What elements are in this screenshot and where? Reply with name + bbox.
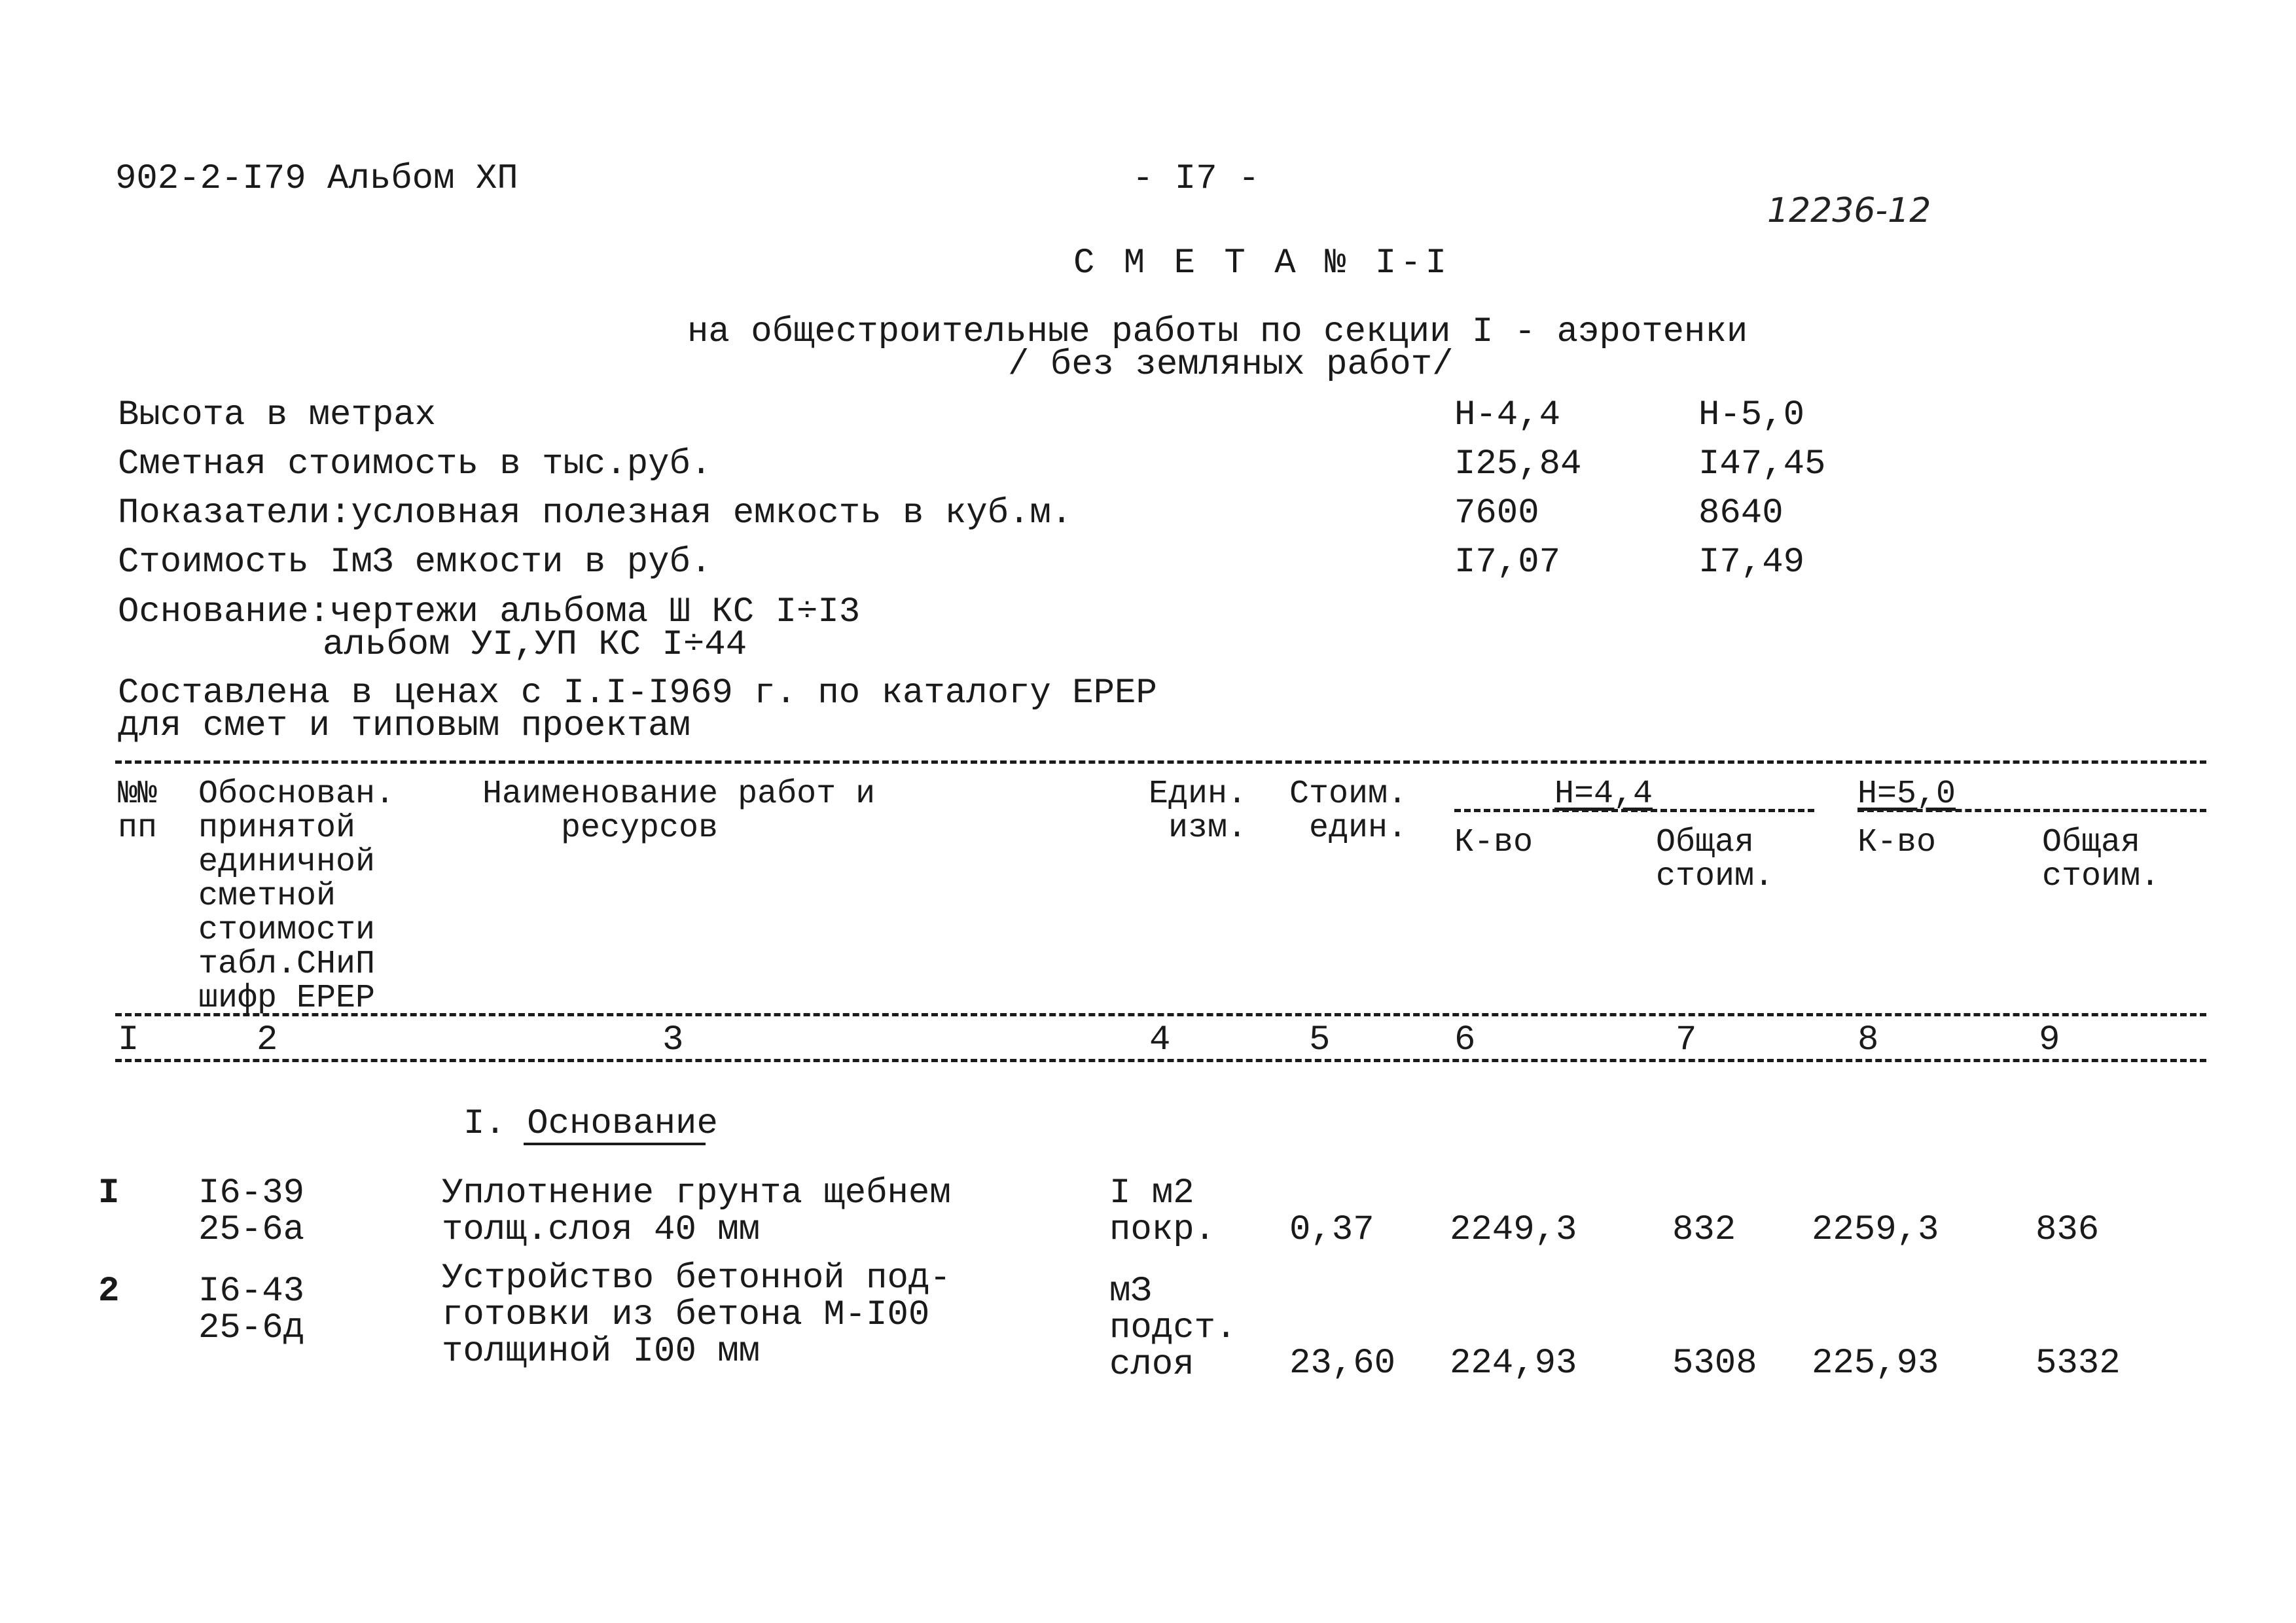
- col-numbers-bottom-rule: [115, 1059, 2206, 1062]
- summary-h44-unit-cost: I7,07: [1454, 543, 1561, 582]
- page-number: - I7 -: [1132, 159, 1260, 199]
- header-col-7: Общая стоим.: [1656, 824, 1774, 895]
- summary-h44-cost: I25,84: [1454, 444, 1582, 484]
- col-number-8: 8: [1857, 1020, 1879, 1060]
- section-title: [463, 1106, 718, 1143]
- summary-h44-height: Н-4,4: [1454, 395, 1561, 435]
- header-col-1: №№ пп: [118, 776, 158, 847]
- row-unit: I м2 покр.: [1109, 1173, 1216, 1250]
- row-total-h50: 836: [2036, 1210, 2100, 1250]
- header-col-2: Обоснован. принятой единичной сметной стоимости табл.СНиП шифр ЕРЕР: [198, 776, 395, 1017]
- row-number: 2: [98, 1272, 120, 1311]
- basis-line-2: альбом УI,УП КС I÷44: [323, 625, 747, 665]
- basis-line-1: Основание:чертежи альбома Ш КС I÷I3: [118, 592, 861, 632]
- row-total-h50: 5332: [2036, 1344, 2121, 1383]
- row-qty-h44: 224,93: [1450, 1344, 1577, 1383]
- summary-label-capacity: Показатели:условная полезная емкость в куб.м.: [118, 493, 1073, 533]
- row-unit: мЗ подст. слоя: [1109, 1272, 1237, 1385]
- col-number-7: 7: [1676, 1020, 1697, 1060]
- header-col-9: Общая стоим.: [2042, 824, 2161, 895]
- summary-h50-unit-cost: I7,49: [1698, 543, 1805, 582]
- summary-h50-capacity: 8640: [1698, 493, 1784, 533]
- header-col-3: Наименование работ и ресурсов: [482, 776, 876, 847]
- summary-h50-cost: I47,45: [1698, 444, 1826, 484]
- summary-label-height: Высота в метрах: [118, 395, 437, 435]
- summary-label-cost: Сметная стоимость в тыс.руб.: [118, 444, 712, 484]
- handwritten-code: 12236-12: [1767, 191, 1931, 230]
- header-group-h44-rule: [1454, 809, 1814, 812]
- compiled-line-2: для смет и типовым проектам: [118, 706, 691, 746]
- row-work-name: Уплотнение грунта щебнем толщ.слоя 40 мм: [442, 1173, 951, 1250]
- header-col-6: К-во: [1454, 824, 1534, 861]
- section-title-text: I. Основание: [463, 1104, 718, 1144]
- row-work-name: Устройство бетонной под- готовки из бетона М-I00 толщиной I00 мм: [442, 1258, 951, 1372]
- row-total-h44: 832: [1672, 1210, 1736, 1250]
- album-code: 902-2-I79 Альбом XП: [115, 159, 518, 199]
- col-number-9: 9: [2039, 1020, 2060, 1060]
- col-number-6: 6: [1454, 1020, 1476, 1060]
- row-qty-h44: 2249,3: [1450, 1210, 1577, 1250]
- row-code: I6-39 25-6а: [198, 1173, 305, 1250]
- document-subtitle: на общестроительные работы по секции I - аэротенки: [687, 312, 1748, 352]
- header-group-h44: Н=4,4: [1554, 776, 1653, 813]
- document-title: С М Е Т А № I-I: [1073, 243, 1451, 283]
- summary-h44-capacity: 7600: [1454, 493, 1539, 533]
- header-group-h50-rule: [1857, 809, 2206, 812]
- row-qty-h50: 2259,3: [1812, 1210, 1939, 1250]
- col-number-4: 4: [1149, 1020, 1171, 1060]
- col-number-2: 2: [257, 1020, 278, 1060]
- row-code: I6-43 25-6д: [198, 1272, 305, 1348]
- header-col-8: К-во: [1857, 824, 1937, 861]
- row-unit-price: 23,60: [1289, 1344, 1396, 1383]
- summary-h50-height: Н-5,0: [1698, 395, 1805, 435]
- table-top-rule: [115, 760, 2206, 764]
- col-number-5: 5: [1309, 1020, 1331, 1060]
- header-col-4: Един. изм.: [1149, 776, 1247, 847]
- row-unit-price: 0,37: [1289, 1210, 1374, 1250]
- row-number: I: [98, 1173, 120, 1213]
- col-number-3: 3: [662, 1020, 684, 1060]
- header-group-h50: Н=5,0: [1857, 776, 1956, 813]
- document-subtitle-note: / без земляных работ/: [1008, 345, 1454, 385]
- col-number-1: I: [118, 1020, 139, 1060]
- section-title-underline: [524, 1143, 706, 1145]
- table-header-bottom-rule: [115, 1013, 2206, 1016]
- summary-label-unit-cost: Стоимость IмЗ емкости в руб.: [118, 543, 712, 582]
- row-qty-h50: 225,93: [1812, 1344, 1939, 1383]
- header-col-5: Стоим. един.: [1289, 776, 1408, 847]
- compiled-line-1: Составлена в ценах с I.I-I969 г. по каталогу ЕРЕР: [118, 673, 1157, 713]
- row-total-h44: 5308: [1672, 1344, 1757, 1383]
